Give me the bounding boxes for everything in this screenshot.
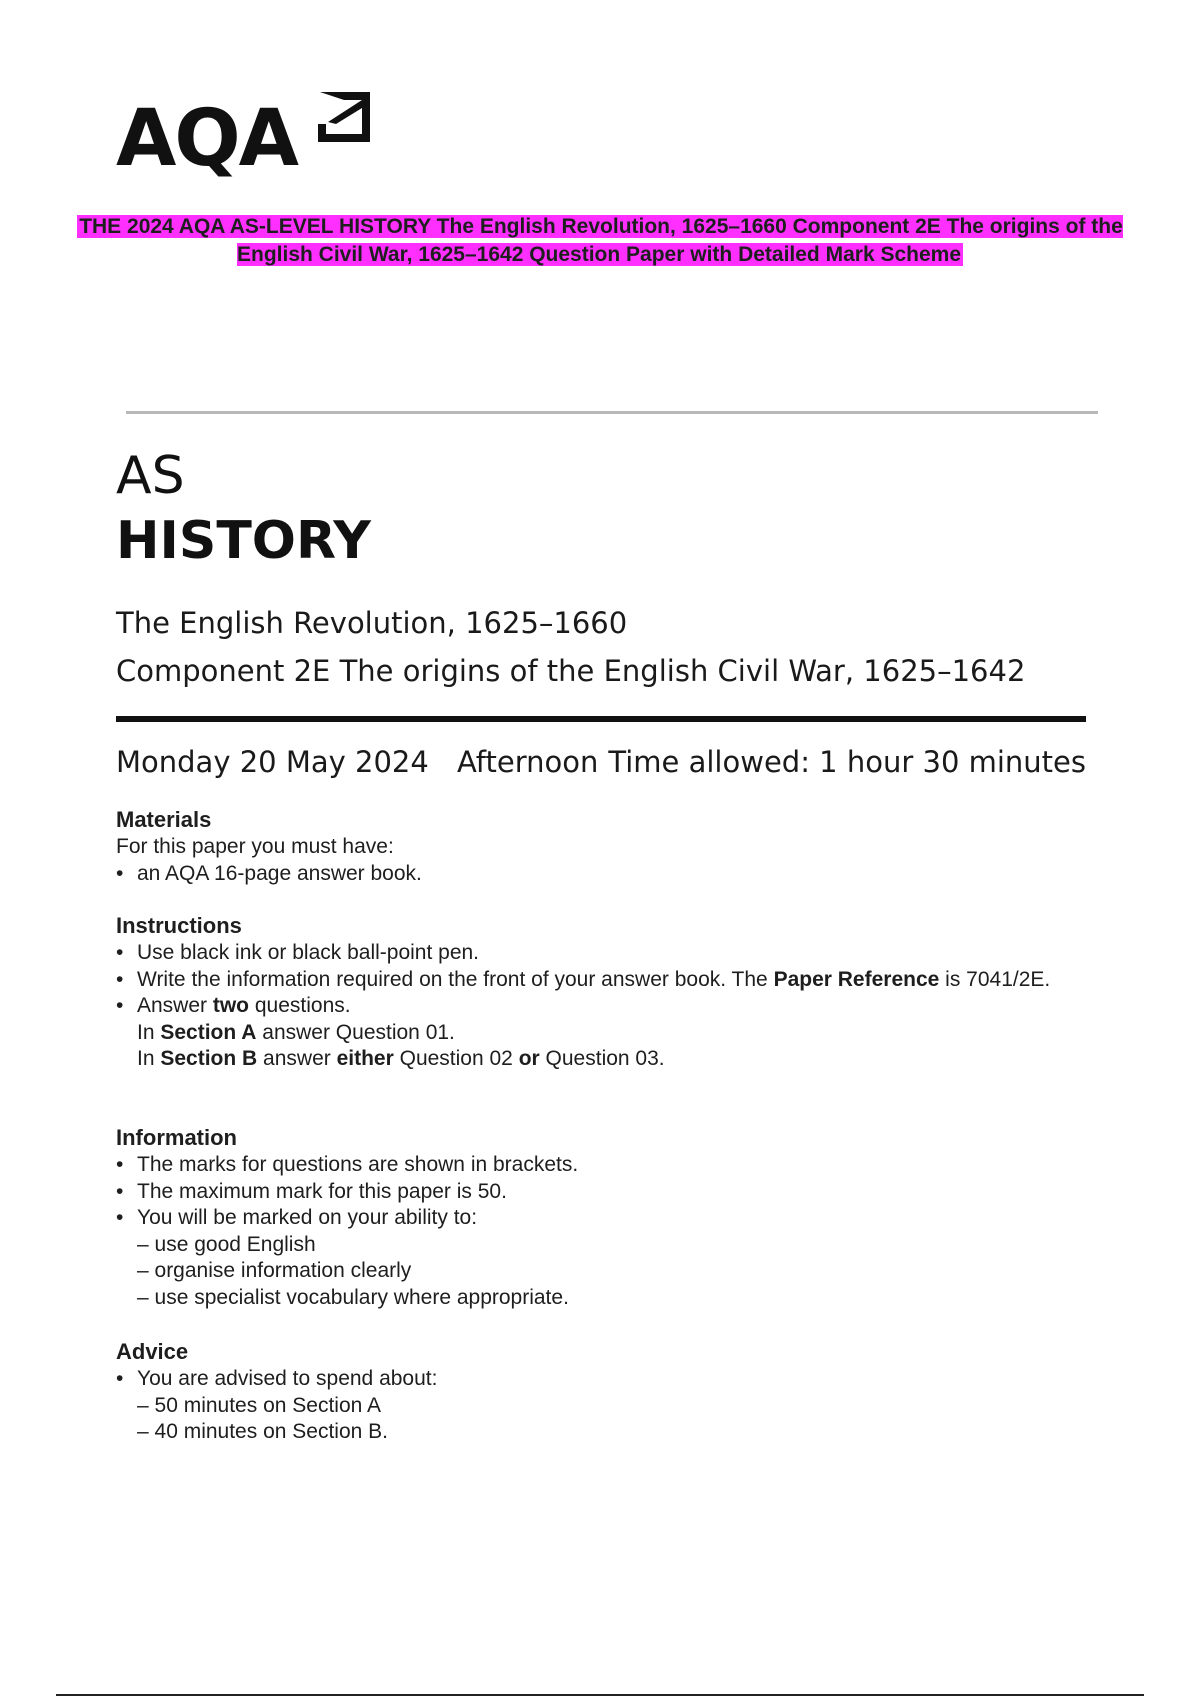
divider-thick bbox=[116, 716, 1086, 722]
divider-top bbox=[126, 411, 1098, 414]
logo-mark-icon bbox=[314, 88, 374, 148]
banner-text: THE 2024 AQA AS-LEVEL HISTORY The English Revolution, 1625–1660 Component 2E The origins of the English Civil War, 1625–1642 Question Paper with Detailed Mark Scheme bbox=[79, 215, 1123, 266]
list-subline: – 40 minutes on Section B. bbox=[137, 1420, 388, 1443]
aqa-logo bbox=[116, 86, 376, 182]
materials-section bbox=[116, 806, 1076, 887]
document-title-banner bbox=[70, 213, 1130, 269]
subject-level: AS bbox=[116, 446, 185, 506]
list-item: • Answer two questions. In Section A answer Question 01. In Section B answer either Question 02 or Question 03. bbox=[116, 993, 1076, 1073]
list-subline: In Section A answer Question 01. bbox=[137, 1020, 455, 1044]
exam-session: Afternoon bbox=[457, 745, 599, 779]
time-allowed: Time allowed: 1 hour 30 minutes bbox=[608, 745, 1086, 779]
information-heading: Information bbox=[116, 1125, 237, 1150]
instructions-heading: Instructions bbox=[116, 913, 242, 938]
subject-name: HISTORY bbox=[116, 511, 371, 571]
list-subline: In Section B answer either Question 02 or Question 03. bbox=[137, 1047, 665, 1070]
list-item: • an AQA 16-page answer book. bbox=[116, 861, 422, 885]
list-item: • You are advised to spend about: – 50 minutes on Section A – 40 minutes on Section B. bbox=[116, 1366, 1076, 1446]
advice-section bbox=[116, 1338, 1076, 1446]
information-section bbox=[116, 1124, 1076, 1311]
exam-date: Monday 20 May 2024 bbox=[116, 745, 429, 779]
page-bottom-border bbox=[56, 1694, 1144, 1696]
materials-intro: For this paper you must have: bbox=[116, 835, 394, 858]
list-subline: – organise information clearly bbox=[137, 1259, 412, 1282]
list-item: • Use black ink or black ball-point pen. bbox=[116, 941, 480, 964]
instructions-section bbox=[116, 912, 1076, 1073]
component-title: Component 2E The origins of the English Civil War, 1625–1642 bbox=[116, 654, 1026, 688]
logo-text: AQA bbox=[116, 94, 298, 184]
list-item: • Write the information required on the front of your answer book. The Paper Reference is 7041/2E. bbox=[116, 967, 1051, 991]
materials-heading: Materials bbox=[116, 807, 212, 832]
paper-title: The English Revolution, 1625–1660 bbox=[116, 606, 628, 640]
list-item: • The maximum mark for this paper is 50. bbox=[116, 1179, 507, 1203]
list-item: • You will be marked on your ability to: – use good English – organise information clearly – use specialist vocabulary where appropriate. bbox=[116, 1205, 1076, 1311]
list-item: • The marks for questions are shown in brackets. bbox=[116, 1153, 579, 1176]
list-subline: – use specialist vocabulary where appropriate. bbox=[137, 1285, 569, 1309]
list-subline: – 50 minutes on Section A bbox=[137, 1393, 381, 1417]
list-subline: – use good English bbox=[137, 1232, 316, 1256]
advice-heading: Advice bbox=[116, 1339, 189, 1364]
